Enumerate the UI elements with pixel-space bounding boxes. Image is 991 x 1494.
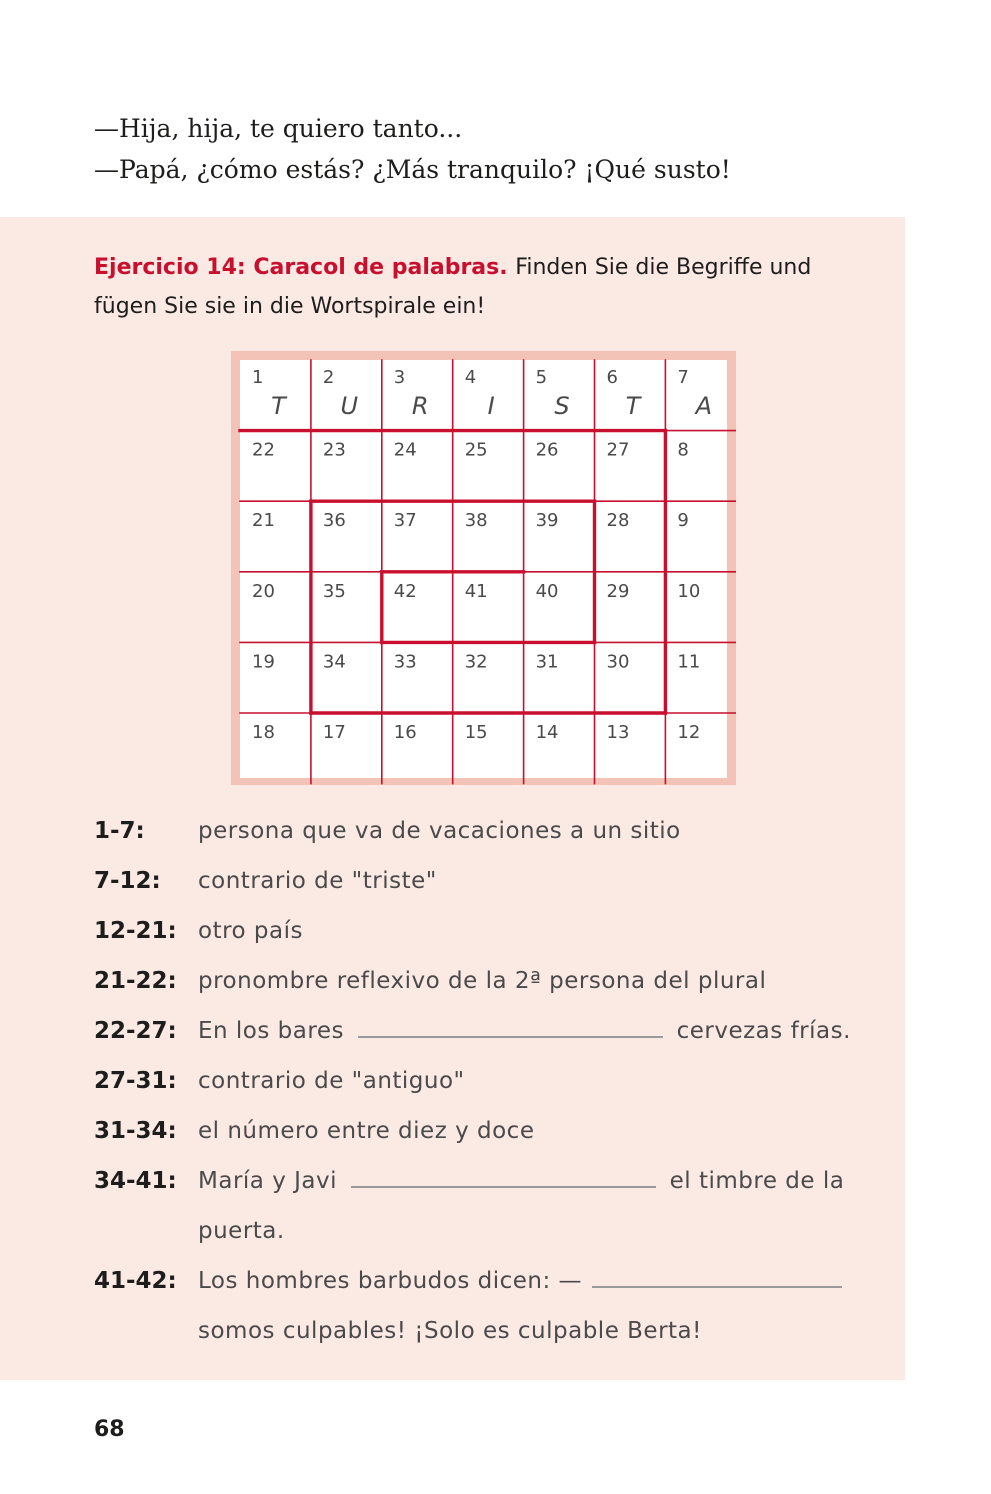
cell-letter: I xyxy=(487,392,495,420)
clue-text: contrario de "triste" xyxy=(198,868,437,894)
clue-text-continued: puerta. xyxy=(198,1218,285,1244)
clue-item xyxy=(94,1006,874,1056)
clue-range: 41-42: xyxy=(94,1268,177,1294)
cell-number: 7 xyxy=(677,367,689,388)
clue-range: 12-21: xyxy=(94,918,177,944)
clue-text: pronombre reflexivo de la 2ª persona del plural xyxy=(198,968,767,994)
clue-item xyxy=(94,1156,874,1256)
clue-item xyxy=(94,956,874,1006)
cell-letter: T xyxy=(625,392,641,420)
cell-number: 24 xyxy=(393,439,417,461)
clue-text-start: María y Javi xyxy=(198,1168,337,1194)
cell-number: 3 xyxy=(393,367,406,388)
cell-letter: S xyxy=(554,392,570,420)
cell-number: 28 xyxy=(606,510,630,532)
cell-number: 41 xyxy=(464,580,488,602)
cell-number: 38 xyxy=(464,510,488,532)
cell-number: 22 xyxy=(252,439,275,461)
clue-text xyxy=(198,1156,874,1256)
cell-number: 2 xyxy=(322,367,335,388)
clue-item xyxy=(94,1256,874,1356)
clue-range: 22-27: xyxy=(94,1018,177,1044)
clue-text-end: cervezas frías. xyxy=(676,1018,851,1044)
clue-text-continued: somos culpables! ¡Solo es culpable Berta! xyxy=(198,1318,702,1344)
cell-number: 14 xyxy=(535,722,559,743)
clue-item xyxy=(94,806,874,856)
cell-number: 20 xyxy=(252,580,275,602)
dialogue-line: —Hija, hija, te quiero tanto... xyxy=(94,114,463,143)
clue-text xyxy=(198,1256,874,1356)
clue-range: 21-22: xyxy=(94,968,177,994)
cell-number: 27 xyxy=(606,439,630,461)
cell-number: 31 xyxy=(535,651,559,673)
cell-number: 40 xyxy=(535,580,559,602)
clue-range: 7-12: xyxy=(94,868,161,894)
cell-number: 23 xyxy=(322,439,346,461)
cell-number: 32 xyxy=(464,651,488,673)
cell-letter: R xyxy=(411,392,429,420)
exercise-title-red: Ejercicio 14: Caracol de palabras. xyxy=(94,255,508,280)
cell-number: 6 xyxy=(606,367,618,388)
clue-item xyxy=(94,906,874,956)
cell-number: 42 xyxy=(393,580,417,602)
page-number: 68 xyxy=(94,1417,125,1442)
clue-item xyxy=(94,1056,874,1106)
cell-number: 19 xyxy=(252,651,275,673)
exercise-instructions: Finden Sie die Begriffe und fügen Sie sie in die Wortspirale ein! xyxy=(94,255,812,319)
clue-text: persona que va de vacaciones a un sitio xyxy=(198,818,681,844)
clue-range: 34-41: xyxy=(94,1168,177,1194)
cell-number: 33 xyxy=(393,651,417,673)
cell-letter: T xyxy=(271,392,286,420)
cell-number: 36 xyxy=(322,510,346,532)
clue-item xyxy=(94,856,874,906)
cell-number: 8 xyxy=(677,439,689,461)
cell-number: 21 xyxy=(252,510,275,532)
clue-range: 31-34: xyxy=(94,1118,177,1144)
clue-text: el número entre diez y doce xyxy=(198,1118,535,1144)
clue-text: otro país xyxy=(198,918,303,944)
cell-letter: A xyxy=(695,392,713,420)
clue-text xyxy=(198,1006,874,1056)
clue-text: contrario de "antiguo" xyxy=(198,1068,465,1094)
cell-number: 12 xyxy=(677,722,701,743)
clue-text-start: Los hombres barbudos dicen: — xyxy=(198,1268,583,1294)
cell-number: 25 xyxy=(464,439,488,461)
cell-number: 39 xyxy=(535,510,559,532)
clue-text-start: En los bares xyxy=(198,1018,344,1044)
cell-number: 10 xyxy=(677,580,701,602)
cell-number: 18 xyxy=(252,722,275,743)
clue-range: 27-31: xyxy=(94,1068,177,1094)
cell-letter: U xyxy=(340,392,359,420)
cell-number: 30 xyxy=(606,651,630,673)
cell-number: 5 xyxy=(535,367,548,388)
cell-number: 37 xyxy=(393,510,417,532)
cell-number: 15 xyxy=(464,722,488,743)
cell-number: 13 xyxy=(606,722,630,743)
cell-number: 4 xyxy=(464,367,477,388)
cell-number: 34 xyxy=(322,651,346,673)
answer-blank[interactable] xyxy=(592,1266,842,1288)
cell-number: 16 xyxy=(393,722,417,743)
cell-number: 17 xyxy=(322,722,346,743)
cell-number: 29 xyxy=(606,580,630,602)
clue-range: 1-7: xyxy=(94,818,145,844)
answer-blank[interactable] xyxy=(351,1166,656,1188)
word-spiral-grid xyxy=(231,351,736,785)
grid-svg xyxy=(231,351,736,785)
cell-number: 35 xyxy=(322,580,346,602)
clue-list xyxy=(94,806,874,1356)
cell-number: 11 xyxy=(677,651,701,673)
answer-blank[interactable] xyxy=(358,1016,663,1038)
cell-number: 9 xyxy=(677,510,689,532)
cell-number: 1 xyxy=(252,367,264,388)
clue-item xyxy=(94,1106,874,1156)
clue-text-end: el timbre de la xyxy=(669,1168,845,1194)
cell-number: 26 xyxy=(535,439,559,461)
exercise-title xyxy=(94,248,874,326)
dialogue-line: —Papá, ¿cómo estás? ¿Más tranquilo? ¡Qué susto! xyxy=(94,155,731,184)
dialogue xyxy=(94,108,731,190)
